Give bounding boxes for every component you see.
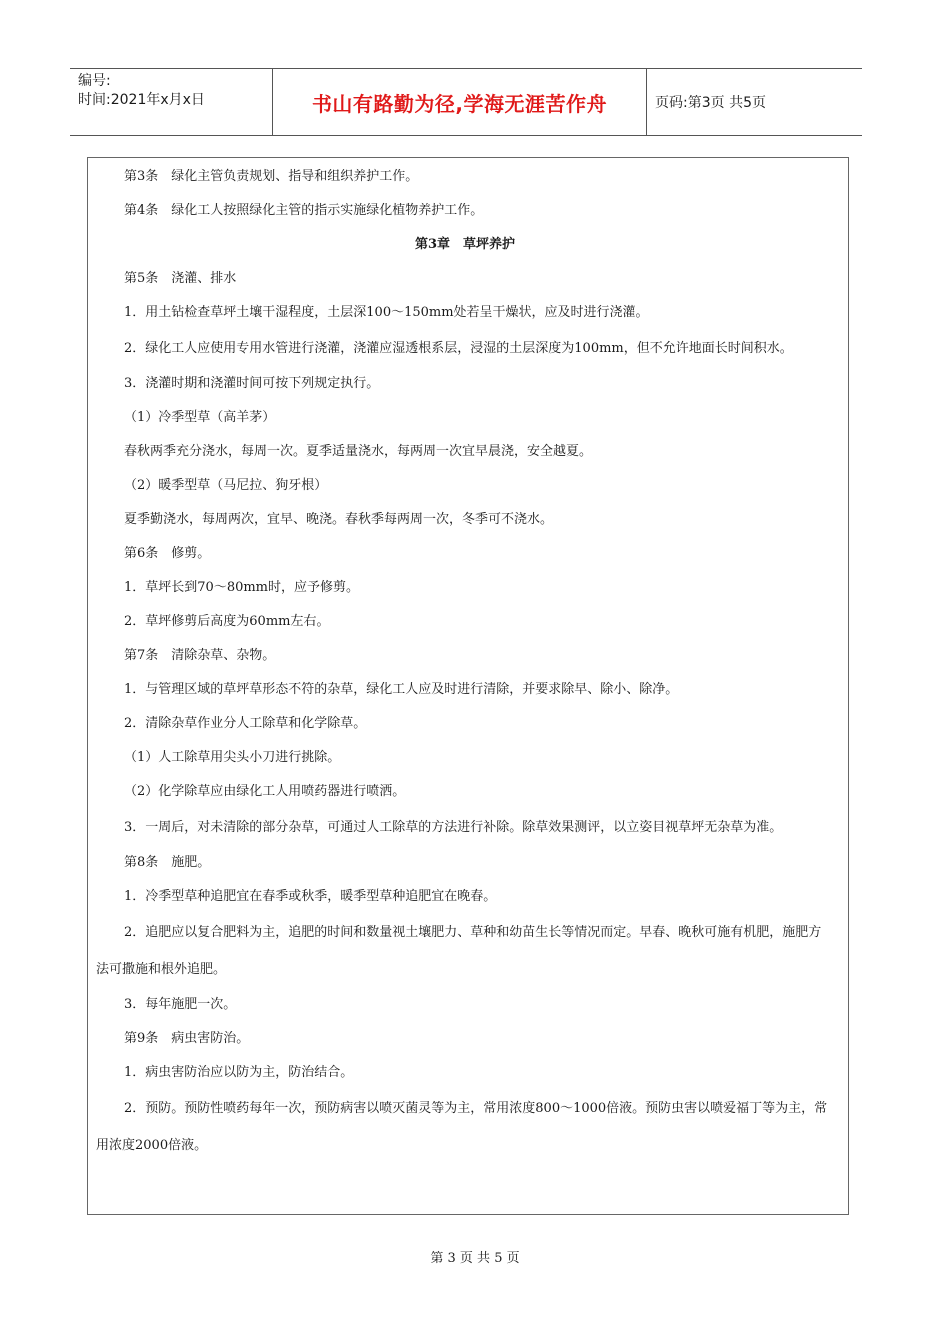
paragraph: 第9条 病虫害防治。 xyxy=(124,1031,250,1046)
paragraph: 2．绿化工人应使用专用水管进行浇灌，浇灌应湿透根系层，浸湿的土层深度为100mm，但不允许地面长时间积水。 xyxy=(124,341,793,356)
paragraph: 1．用土钻检查草坪土壤干湿程度，土层深100～150mm处若呈干燥状，应及时进行浇灌。 xyxy=(124,305,649,320)
paragraph: 第4条 绿化工人按照绿化主管的指示实施绿化植物养护工作。 xyxy=(124,203,484,218)
paragraph: （2）化学除草应由绿化工人用喷药器进行喷洒。 xyxy=(124,784,406,799)
paragraph: 1．病虫害防治应以防为主，防治结合。 xyxy=(124,1065,354,1080)
page-footer: 第 3 页 共 5 页 xyxy=(430,1251,520,1266)
paragraph: （1）人工除草用尖头小刀进行挑除。 xyxy=(124,750,341,765)
paragraph: （2）暖季型草（马尼拉、狗牙根） xyxy=(124,478,328,493)
paragraph: 第5条 浇灌、排水 xyxy=(124,271,237,286)
paragraph: 2．清除杂草作业分人工除草和化学除草。 xyxy=(124,716,367,731)
paragraph: 2．追肥应以复合肥料为主，追肥的时间和数量视土壤肥力、草种和幼苗生长等情况而定。早春、晚秋可施有机肥，施肥方法可撒施和根外追肥。 xyxy=(96,925,822,977)
paragraph: 春秋两季充分浇水，每周一次。夏季适量浇水，每两周一次宜早晨浇，安全越夏。 xyxy=(124,444,593,459)
paragraph: 3．浇灌时期和浇灌时间可按下列规定执行。 xyxy=(124,376,380,391)
document-number-label: 编号: xyxy=(78,73,111,89)
paragraph: 第6条 修剪。 xyxy=(124,546,211,561)
header-page-info: 页码:第3页 共5页 xyxy=(655,95,766,111)
content-box xyxy=(87,157,849,1215)
document-header xyxy=(70,68,862,136)
paragraph: 1．冷季型草种追肥宜在春季或秋季，暖季型草种追肥宜在晚春。 xyxy=(124,889,497,904)
paragraph: 3．每年施肥一次。 xyxy=(124,997,237,1012)
paragraph: 第7条 清除杂草、杂物。 xyxy=(124,648,276,663)
paragraph: 2．草坪修剪后高度为60mm左右。 xyxy=(124,614,330,629)
paragraph: 第8条 施肥。 xyxy=(124,855,211,870)
header-motto: 书山有路勤为径,学海无涯苦作舟 xyxy=(273,69,647,135)
document-date-label: 时间:2021年x月x日 xyxy=(78,92,205,108)
paragraph: 3．一周后，对未清除的部分杂草，可通过人工除草的方法进行补除。除草效果测评，以立姿目视草坪无杂草为准。 xyxy=(124,820,783,835)
paragraph: 第3条 绿化主管负责规划、指导和组织养护工作。 xyxy=(124,169,419,184)
paragraph: 1．与管理区域的草坪草形态不符的杂草，绿化工人应及时进行清除，并要求除早、除小、除净。 xyxy=(124,682,679,697)
paragraph: （1）冷季型草（高羊茅） xyxy=(124,410,276,425)
paragraph: 1．草坪长到70～80mm时，应予修剪。 xyxy=(124,580,360,595)
paragraph: 夏季勤浇水，每周两次，宜早、晚浇。春秋季每两周一次，冬季可不浇水。 xyxy=(124,512,554,527)
header-meta xyxy=(70,69,273,135)
chapter-heading: 第3章 草坪养护 xyxy=(414,237,516,252)
paragraph: 2．预防。预防性喷药每年一次，预防病害以喷灭菌灵等为主，常用浓度800～1000倍液。预防虫害以喷爱福丁等为主，常用浓度2000倍液。 xyxy=(96,1101,828,1153)
